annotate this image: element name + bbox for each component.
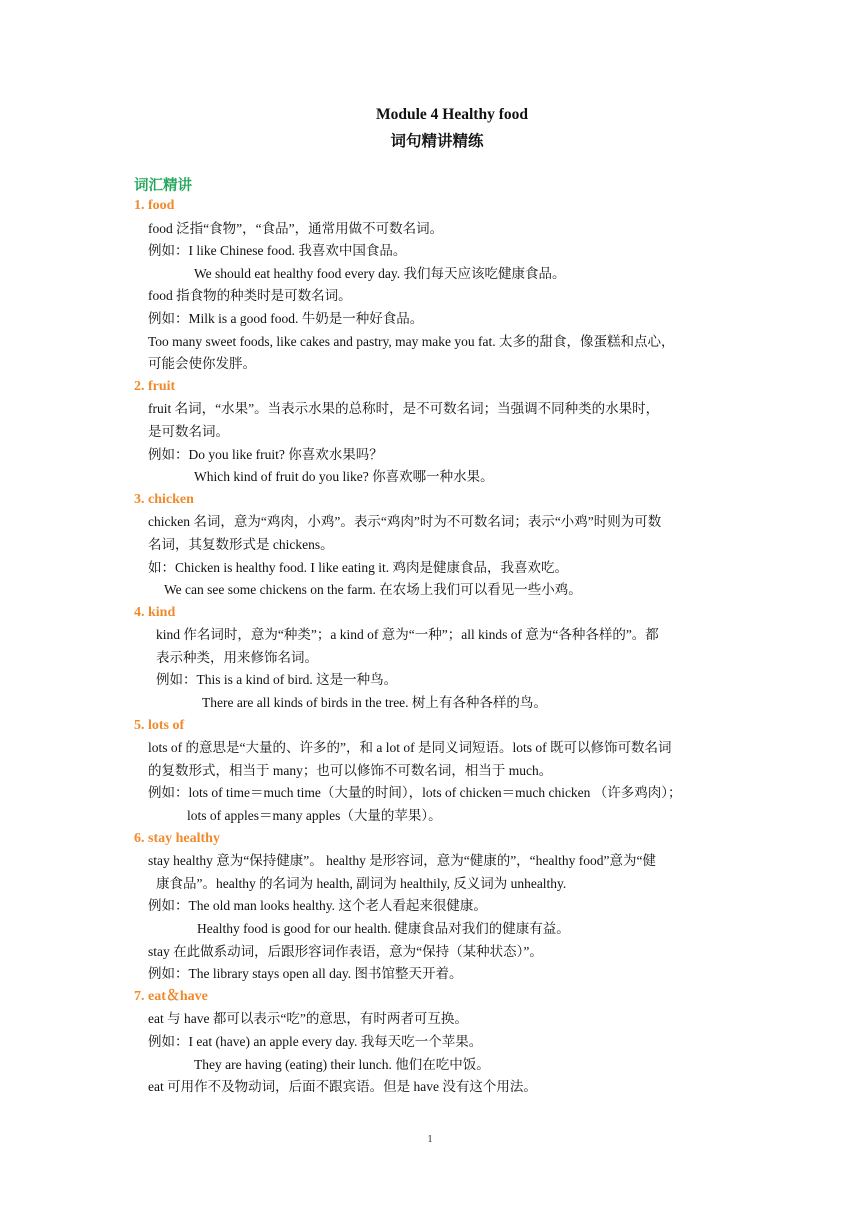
vocab-item-line: There are all kinds of birds in the tree. 树上有各种各样的鸟。 (202, 695, 547, 711)
vocab-item-heading: 7. eat＆have (134, 988, 208, 1004)
section-heading: 词汇精讲 (134, 178, 192, 194)
vocab-item-line: 例如：The old man looks healthy. 这个老人看起来很健康。 (148, 898, 487, 914)
vocab-item-line: 名词，其复数形式是 chickens。 (148, 536, 334, 552)
vocab-item-line: They are having (eating) their lunch. 他们在吃中饭。 (194, 1056, 490, 1072)
vocab-item-line: kind 作名词时，意为“种类”；a kind of 意为“一种”；all kinds of 意为“各种各样的”。都 (156, 627, 659, 643)
vocab-item-line: 例如：I like Chinese food. 我喜欢中国食品。 (148, 243, 407, 259)
vocab-item-line: lots of 的意思是“大量的、许多的”，和 a lot of 是同义词短语。lots of 既可以修饰可数名词 (148, 740, 672, 756)
vocab-item-line: Too many sweet foods, like cakes and pastry, may make you fat. 太多的甜食，像蛋糕和点心， (148, 333, 675, 349)
vocab-item-line: 例如：Milk is a good food. 牛奶是一种好食品。 (148, 310, 424, 326)
vocab-item-line: 可能会使你发胖。 (148, 356, 256, 372)
vocab-item-heading: 1. food (134, 198, 175, 213)
vocab-item-heading: 4. kind (134, 604, 176, 620)
vocab-item-line: lots of apples＝many apples（大量的苹果）。 (187, 808, 442, 824)
vocab-item-line: chicken 名词，意为“鸡肉，小鸡”。表示“鸡肉”时为不可数名词；表示“小鸡”时则为可数 (148, 514, 662, 530)
vocab-item-line: 的复数形式，相当于 many；也可以修饰不可数名词，相当于 much。 (148, 762, 553, 778)
vocab-item-line: Healthy food is good for our health. 健康食品对我们的健康有益。 (197, 921, 570, 936)
document-subtitle: 词句精讲精练 (390, 133, 484, 150)
vocab-item-line: We can see some chickens on the farm. 在农场上我们可以看见一些小鸡。 (164, 582, 582, 598)
vocab-item-heading: 5. lots of (134, 717, 185, 733)
vocab-item-line: 例如：I eat (have) an apple every day. 我每天吃一个苹果。 (148, 1033, 483, 1049)
vocab-item-line: 如：Chicken is healthy food. I like eating it. 鸡肉是健康食品，我喜欢吃。 (148, 559, 568, 575)
vocab-item-line: 例如：Do you like fruit? 你喜欢水果吗？ (148, 446, 383, 462)
vocab-item-heading: 3. chicken (134, 491, 194, 507)
vocab-item-line: food 泛指“食物”，“食品”，通常用做不可数名词。 (148, 220, 444, 236)
vocab-item-line: 例如：This is a kind of bird. 这是一种鸟。 (156, 672, 398, 688)
vocab-item-line: 例如：lots of time＝much time（大量的时间），lots of chicken＝much chicken （许多鸡肉）； (148, 785, 682, 801)
vocab-item-heading: 6. stay healthy (134, 830, 220, 846)
vocab-item-line: eat 可用作不及物动词，后面不跟宾语。但是 have 没有这个用法。 (148, 1079, 537, 1095)
page-number: 1 (427, 1133, 433, 1145)
vocab-item-line: We should eat healthy food every day. 我们每天应该吃健康食品。 (194, 265, 566, 281)
document-title: Module 4 Healthy food (376, 106, 528, 123)
vocab-item-line: eat 与 have 都可以表示“吃”的意思，有时两者可互换。 (148, 1011, 468, 1027)
vocab-item-line: fruit 名词，“水果”。当表示水果的总称时，是不可数名词；当强调不同种类的水果时， (148, 401, 660, 417)
vocab-item-line: 例如：The library stays open all day. 图书馆整天开着。 (148, 966, 463, 982)
vocab-item-line: stay healthy 意为“保持健康”。 healthy 是形容词，意为“健康的”，“healthy food”意为“健 (148, 853, 657, 869)
vocab-item-line: 表示种类，用来修饰名词。 (156, 649, 318, 665)
vocab-item-line: 康食品”。healthy 的名词为 health, 副词为 healthily, 反义词为 unhealthy. (156, 875, 567, 891)
vocab-item-line: Which kind of fruit do you like? 你喜欢哪一种水果。 (194, 469, 494, 485)
vocab-item-line: stay 在此做系动词，后跟形容词作表语，意为“保持（某种状态）”。 (148, 943, 543, 959)
vocab-item-heading: 2. fruit (134, 378, 176, 394)
vocab-item-line: food 指食物的种类时是可数名词。 (148, 288, 352, 304)
vocab-item-line: 是可数名词。 (148, 423, 229, 439)
vocabulary-list (134, 195, 734, 1099)
